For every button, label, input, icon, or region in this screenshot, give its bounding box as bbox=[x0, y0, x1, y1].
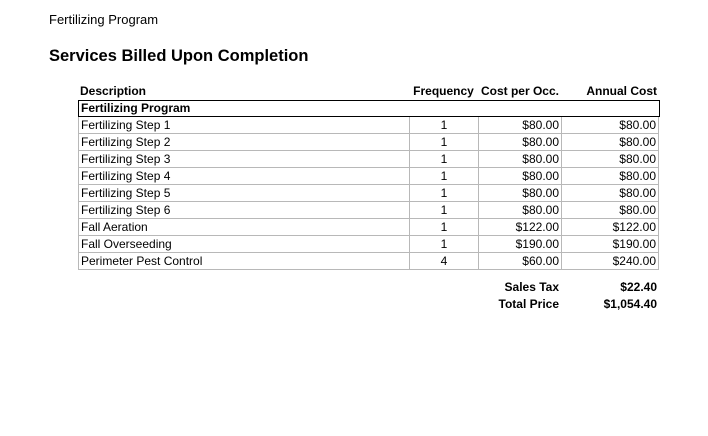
sales-tax-label: Sales Tax bbox=[504, 280, 559, 294]
totals-block bbox=[78, 279, 660, 313]
cell-annual-cost: $80.00 bbox=[561, 202, 659, 219]
table-row bbox=[78, 202, 660, 219]
table-header-row bbox=[78, 83, 660, 100]
table-row bbox=[78, 253, 660, 270]
cell-annual-cost: $122.00 bbox=[561, 219, 659, 236]
cell-annual-cost: $80.00 bbox=[561, 168, 659, 185]
group-label: Fertilizing Program bbox=[81, 101, 191, 115]
cell-cost-per-occ: $80.00 bbox=[478, 202, 561, 219]
cell-cost-per-occ: $190.00 bbox=[478, 236, 561, 253]
header-cost-per-occ: Cost per Occ. bbox=[480, 84, 559, 98]
cell-description: Fertilizing Step 2 bbox=[78, 134, 409, 151]
table-row bbox=[78, 151, 660, 168]
cell-frequency: 1 bbox=[409, 151, 478, 168]
table-row bbox=[78, 134, 660, 151]
section-title: Services Billed Upon Completion bbox=[49, 47, 309, 65]
table-row bbox=[78, 219, 660, 236]
table-row bbox=[78, 117, 660, 134]
cell-cost-per-occ: $80.00 bbox=[478, 168, 561, 185]
cell-annual-cost: $80.00 bbox=[561, 117, 659, 134]
cell-frequency: 1 bbox=[409, 134, 478, 151]
cell-annual-cost: $190.00 bbox=[561, 236, 659, 253]
cell-description: Fertilizing Step 5 bbox=[78, 185, 409, 202]
table-row bbox=[78, 185, 660, 202]
cell-description: Fall Overseeding bbox=[78, 236, 409, 253]
cell-frequency: 1 bbox=[409, 117, 478, 134]
cell-cost-per-occ: $60.00 bbox=[478, 253, 561, 270]
sales-tax-row bbox=[78, 279, 660, 296]
total-price-label: Total Price bbox=[498, 297, 559, 311]
cell-frequency: 1 bbox=[409, 236, 478, 253]
cell-annual-cost: $80.00 bbox=[561, 151, 659, 168]
cell-frequency: 1 bbox=[409, 168, 478, 185]
cell-cost-per-occ: $80.00 bbox=[478, 151, 561, 168]
sales-tax-value: $22.40 bbox=[620, 280, 657, 294]
cell-cost-per-occ: $80.00 bbox=[478, 185, 561, 202]
header-frequency: Frequency bbox=[413, 84, 474, 98]
cell-annual-cost: $240.00 bbox=[561, 253, 659, 270]
header-description: Description bbox=[80, 84, 147, 98]
cell-description: Fertilizing Step 4 bbox=[78, 168, 409, 185]
table-body bbox=[78, 117, 660, 270]
cell-cost-per-occ: $80.00 bbox=[478, 117, 561, 134]
cell-cost-per-occ: $122.00 bbox=[478, 219, 561, 236]
cell-description: Perimeter Pest Control bbox=[78, 253, 409, 270]
table-row bbox=[78, 168, 660, 185]
table-row bbox=[78, 236, 660, 253]
cell-frequency: 1 bbox=[409, 219, 478, 236]
services-table bbox=[78, 83, 660, 270]
cell-frequency: 1 bbox=[409, 202, 478, 219]
total-price-row bbox=[78, 296, 660, 313]
total-price-value: $1,054.40 bbox=[603, 297, 657, 311]
cell-description: Fall Aeration bbox=[78, 219, 409, 236]
cell-annual-cost: $80.00 bbox=[561, 134, 659, 151]
header-annual-cost: Annual Cost bbox=[586, 84, 657, 98]
cell-description: Fertilizing Step 3 bbox=[78, 151, 409, 168]
group-row bbox=[78, 100, 660, 117]
cell-description: Fertilizing Step 6 bbox=[78, 202, 409, 219]
cell-annual-cost: $80.00 bbox=[561, 185, 659, 202]
cell-description: Fertilizing Step 1 bbox=[78, 117, 409, 134]
cell-frequency: 1 bbox=[409, 185, 478, 202]
cell-cost-per-occ: $80.00 bbox=[478, 134, 561, 151]
cell-frequency: 4 bbox=[409, 253, 478, 270]
document-label: Fertilizing Program bbox=[49, 12, 159, 27]
